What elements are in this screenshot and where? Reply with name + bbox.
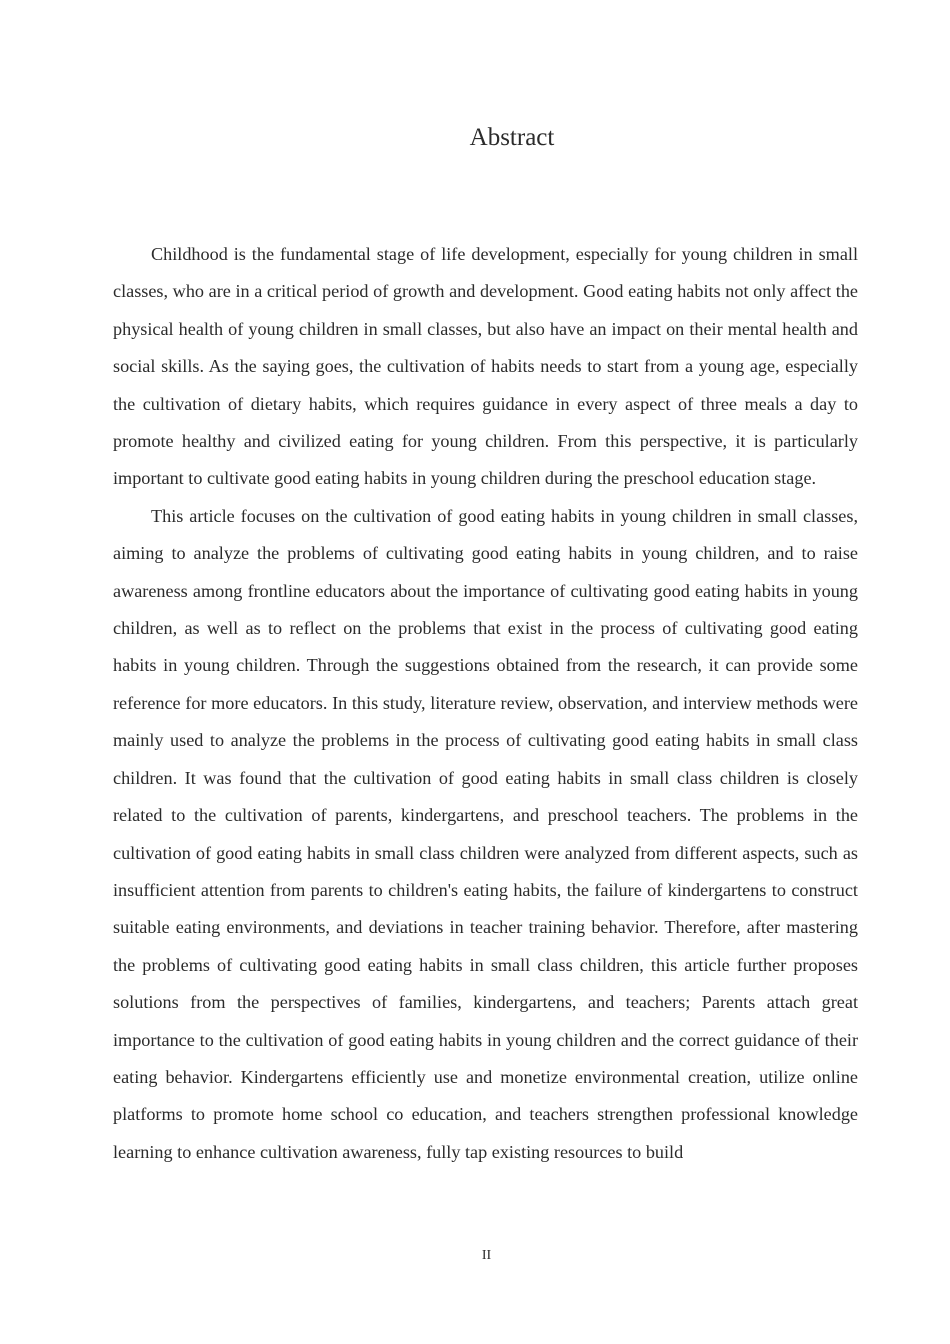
page-title: Abstract [469,124,555,151]
paragraph-1: Childhood is the fundamental stage of life development, especially for young children in small classes, who are in a critical period of growth and development. Good eating habits not only affect the physical health of young children in small classes, but also have an impact on their mental health and social skills. As the saying goes, the cultivation of habits needs to start from a young age, especially the cultivation of dietary habits, which requires guidance in every aspect of three meals a day to promote healthy and civilized eating for young children. From this perspective, it is particularly important to cultivate good eating habits in young children during the preschool education stage. [113,244,858,489]
abstract-body [113,236,858,1171]
page-number: II [481,1248,492,1263]
paragraph-2: This article focuses on the cultivation of good eating habits in young children in small classes, aiming to analyze the problems of cultivating good eating habits in young children, and to raise awareness among frontline educators about the importance of cultivating good eating habits in young children, as well as to reflect on the problems that exist in the process of cultivating good eating habits in young children. Through the suggestions obtained from the research, it can provide some reference for more educators. In this study, literature review, observation, and interview methods were mainly used to analyze the problems in the process of cultivating good eating habits in small class children. It was found that the cultivation of good eating habits in small class children is closely related to the cultivation of parents, kindergartens, and preschool teachers. The problems in the cultivation of good eating habits in small class children were analyzed from different aspects, such as insufficient attention from parents to children's eating habits, the failure of kindergartens to construct suitable eating environments, and deviations in teacher training behavior. Therefore, after mastering the problems of cultivating good eating habits in small class children, this article further proposes solutions from the perspectives of families, kindergartens, and teachers; Parents attach great importance to the cultivation of good eating habits in young children and the correct guidance of their eating behavior. Kindergartens efficiently use and monetize environmental creation, utilize online platforms to promote home school co education, and teachers strengthen professional knowledge learning to enhance cultivation awareness, fully tap existing resources to build [113,505,858,1162]
